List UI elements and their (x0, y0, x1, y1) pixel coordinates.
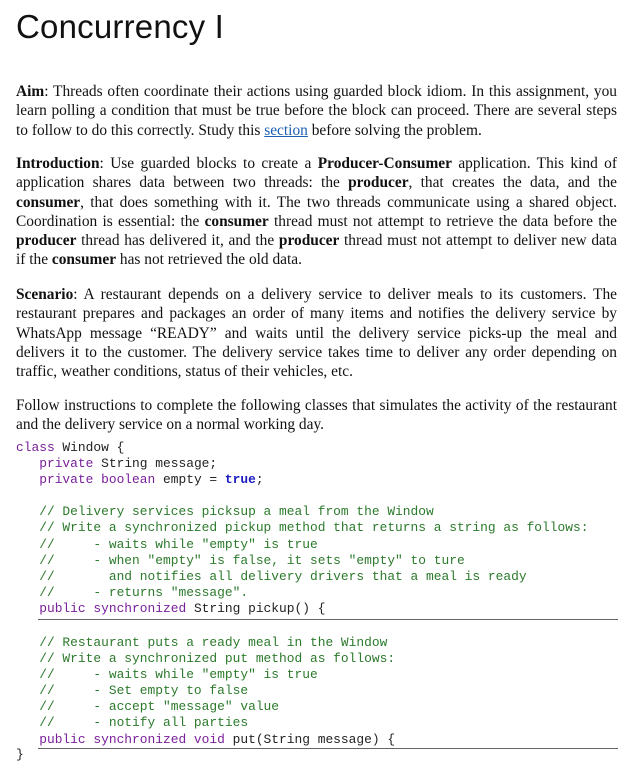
intro-bold: producer (278, 232, 340, 250)
code-keyword: public synchronized (39, 600, 187, 616)
code-literal: true (224, 472, 256, 488)
intro-text: , that does something with it. The two threads communicate using a shared object. Coordination is essential: the (16, 193, 617, 230)
code-comment: // Restaurant puts a ready meal in the Window (39, 635, 388, 650)
scenario-text: : A restaurant depends on a delivery service to deliver meals to its customers. The restaurant prepares and packages an order of many items and notifies the delivery service by WhatsApp message “READY” and waits until the delivery service picks-up the meal and delivers it to the customer. The delivery service takes time to deliver any order depending on traffic, weather conditions, status of their vehicles, etc. (16, 286, 617, 381)
section-link[interactable]: section (264, 121, 308, 139)
intro-text: thread must not attempt to deliver new data if the (16, 232, 617, 269)
code-keyword: private boolean (39, 472, 156, 488)
intro-bold: consumer (204, 212, 269, 230)
code-comment: // Write a synchronized put method as follows: (39, 651, 396, 667)
intro-label: Introduction (16, 155, 100, 172)
code-comment: // - accept "message" value (39, 699, 280, 715)
intro-bold: consumer (51, 251, 117, 269)
code-text: ; (255, 472, 264, 488)
code-comment: // - when "empty" is false, it sets "empty" to ture (39, 552, 465, 568)
intro-text: application. This kind of application shares data between two threads: the (16, 155, 617, 192)
code-block-fields (16, 440, 588, 617)
code-comment: // - waits while "empty" is true (39, 536, 318, 552)
code-closing-brace: } (16, 747, 24, 762)
divider-line (38, 619, 618, 620)
intro-text: : Use guarded blocks to create a (99, 155, 318, 172)
instructions-paragraph: Follow instructions to complete the following classes that simulates the activity of the restaurant and the delivery service on a normal working day. (16, 397, 617, 434)
code-text: Window { (54, 440, 125, 455)
intro-bold: producer (16, 232, 77, 250)
intro-text: , that creates the data, and the (408, 174, 617, 192)
code-comment: // - waits while "empty" is true (39, 667, 318, 683)
code-comment: // and notifies all delivery drivers that a meal is ready (39, 568, 527, 584)
aim-text: : Threads often coordinate their actions using guarded block idiom. In this assignment, you learn polling a condition that must be true before the block can proceed. There are several steps to follow to do this correctly. Study this (16, 83, 617, 139)
aim-text-end: before solving the problem. (307, 121, 482, 139)
introduction-paragraph (16, 154, 617, 270)
code-text: String message; (93, 456, 218, 472)
code-block-put (16, 635, 395, 748)
code-comment: // - Set empty to false (39, 683, 249, 699)
divider-line (38, 748, 618, 749)
intro-bold: producer (348, 174, 409, 192)
code-text: empty = (155, 472, 225, 488)
code-comment: // - returns "message". (39, 584, 249, 600)
scenario-label: Scenario (16, 286, 74, 303)
aim-label: Aim (16, 83, 45, 100)
intro-text: has not retrieved the old data. (116, 251, 302, 269)
code-keyword: private (39, 456, 94, 472)
intro-text: thread has delivered it, and the (76, 232, 279, 250)
code-comment: // Write a synchronized pickup method that returns a string as follows: (39, 520, 589, 536)
intro-bold: Producer-Consumer (317, 155, 452, 172)
page-title: Concurrency I (16, 8, 225, 45)
code-comment: // - notify all parties (39, 715, 249, 731)
code-text: String pickup() { (186, 600, 326, 616)
aim-paragraph (16, 82, 617, 140)
code-text: put(String message) { (224, 731, 396, 747)
code-keyword: class (16, 440, 55, 455)
intro-text: thread must not attempt to retrieve the data before the (268, 212, 617, 230)
code-keyword: public synchronized void (39, 731, 225, 747)
code-comment: // Delivery services picksup a meal from the Window (39, 504, 434, 520)
intro-bold: consumer (16, 193, 81, 211)
scenario-paragraph (16, 285, 617, 381)
